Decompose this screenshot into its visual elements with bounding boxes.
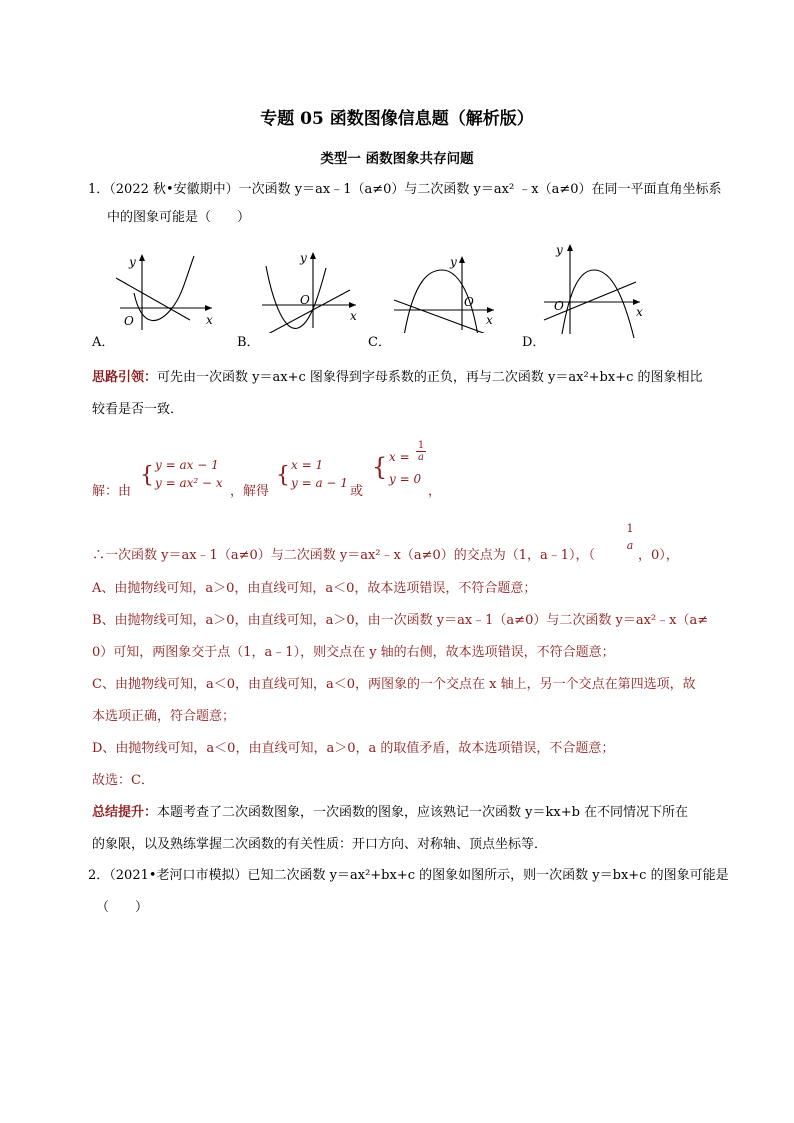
graph-c-origin: O xyxy=(464,295,474,309)
solution-prefix: 解：由 xyxy=(92,484,132,499)
analysis-b-line2: 0）可知，两图象交于点（1，a﹣1），则交点在 y 轴的右侧，故本选项错误，不符合题意； xyxy=(92,645,615,660)
intersection-frac-den: a xyxy=(626,539,634,552)
intersection-line: ∴一次函数 y＝ax﹣1（a≠0）与二次函数 y＝ax²﹣x（a≠0）的交点为（1，a﹣1），（ xyxy=(92,548,596,563)
intersection-frac-num: 1 xyxy=(626,522,634,535)
summary-text1: 本题考查了二次函数图象，一次函数的图象，应该熟记一次函数 y＝kx+b 在不同情况下所在 xyxy=(157,805,689,820)
summary-line1 xyxy=(92,803,688,823)
analysis-a: A、由抛物线可知，a＞0，由直线可知，a＜0，故本选项错误，不符合题意； xyxy=(92,581,537,596)
graph-d xyxy=(540,238,650,338)
option-a-label: A． xyxy=(92,335,115,350)
graph-a-x-label: x xyxy=(206,313,213,327)
sys1-row2: y = ax² − x xyxy=(155,476,223,490)
hint-line1 xyxy=(92,368,703,388)
analysis-d: D、由抛物线可知，a＜0，由直线可知，a＞0，a 的取值矛盾，故本选项错误，不合题意； xyxy=(92,741,615,756)
sys3-row1: x = xyxy=(389,450,410,464)
intersection-tail: ，0）， xyxy=(638,548,679,563)
q2-stem-line2: （ ） xyxy=(96,900,149,915)
graph-d-y-label: y xyxy=(556,243,563,257)
graph-c-y-label: y xyxy=(450,255,457,269)
option-b-label: B． xyxy=(237,335,260,350)
sys1-row1: y = ax − 1 xyxy=(155,458,219,472)
graph-c-x-label: x xyxy=(486,313,493,327)
hint-line2: 较看是否一致． xyxy=(92,402,184,417)
solution-mid: ，解得 xyxy=(230,484,270,499)
sys1-brace: { xyxy=(140,463,154,488)
graph-a-origin: O xyxy=(124,314,134,328)
sys2-row2: y = a − 1 xyxy=(291,476,348,490)
page-title: 专题 05 函数图像信息题（解析版） xyxy=(260,109,534,129)
graph-b xyxy=(258,248,368,333)
graph-c xyxy=(390,248,505,333)
analysis-b-line1: B、由抛物线可知，a＞0，由直线可知，a＞0，由一次函数 y＝ax﹣1（a≠0）与二次函数 y＝ax²﹣x（a≠ xyxy=(92,613,709,628)
summary-label: 总结提升： xyxy=(92,805,158,820)
option-d-label: D． xyxy=(522,335,546,350)
option-c-label: C． xyxy=(368,335,391,350)
sys2-brace: { xyxy=(276,463,290,488)
hint-label: 思路引领： xyxy=(92,370,158,385)
hint-text1: 可先由一次函数 y＝ax+c 图象得到字母系数的正负，再与二次函数 y＝ax²+bx+c 的图象相比 xyxy=(157,370,703,385)
sys2-row1: x = 1 xyxy=(291,458,324,472)
sys3-num: 1 xyxy=(417,440,425,451)
solution-end: ， xyxy=(428,484,442,499)
summary-line2: 的象限，以及熟练掌握二次函数的有关性质：开口方向、对称轴、顶点坐标等． xyxy=(92,837,548,852)
answer-line: 故选：C． xyxy=(92,773,154,788)
q2-stem-line1: 2．（2021•老河口市模拟）已知二次函数 y＝ax²+bx+c 的图象如图所示，则一次函数 y＝bx+c 的图象可能是 xyxy=(88,868,729,883)
graph-a xyxy=(112,248,222,333)
analysis-c-line2: 本选项正确，符合题意； xyxy=(92,709,236,724)
graph-b-x-label: x xyxy=(350,309,357,323)
sys3-row2: y = 0 xyxy=(389,472,422,486)
q1-stem-line2: 中的图象可能是（ ） xyxy=(107,210,251,225)
graph-a-y-label: y xyxy=(129,255,136,269)
sys3-brace: { xyxy=(372,453,388,481)
solution-or: 或 xyxy=(350,484,364,499)
graph-d-origin: O xyxy=(554,299,564,313)
graph-b-y-label: y xyxy=(300,251,307,265)
section-subtitle: 类型一 函数图象共存问题 xyxy=(320,151,474,167)
analysis-c-line1: C、由抛物线可知，a＜0，由直线可知，a＜0，两图象的一个交点在 x 轴上，另一个交点在第四选项，故 xyxy=(92,677,696,692)
sys3-den: a xyxy=(418,452,424,463)
graph-b-origin: O xyxy=(300,293,310,307)
q1-stem-line1: 1．（2022 秋•安徽期中）一次函数 y＝ax﹣1（a≠0）与二次函数 y＝ax² ﹣x（a≠0）在同一平面直角坐标系 xyxy=(88,182,722,197)
graph-d-x-label: x xyxy=(636,305,643,319)
